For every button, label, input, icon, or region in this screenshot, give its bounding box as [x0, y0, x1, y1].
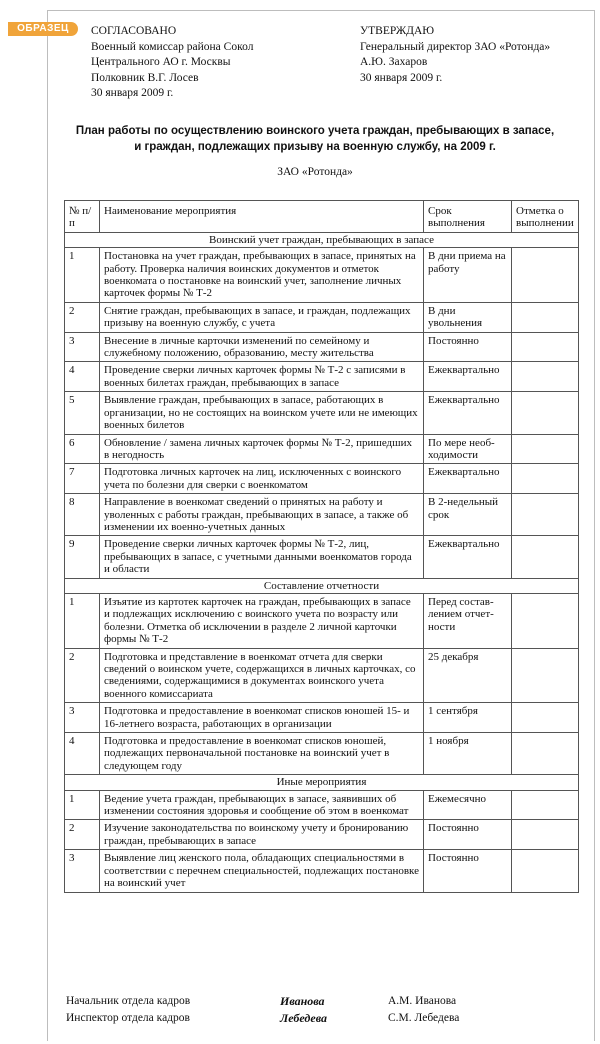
row-term: 1 сентября [424, 703, 512, 733]
row-number: 2 [65, 820, 100, 850]
signature-name: А.М. Иванова [388, 995, 457, 1007]
row-activity: Постановка на учет граждан, пребывающих в запасе, принятых на работу. Проверка наличия воинских документов и отметок военкомата о постановке на воинский учет, заполнение личных карточек формы № Т-2 [100, 248, 424, 303]
company-name: ЗАО «Ротонда» [277, 166, 353, 178]
title-line: План работы по осуществлению воинского учета граждан, пребывающих в запасе, [75, 125, 555, 137]
row-number: 1 [65, 790, 100, 820]
row-number: 4 [65, 733, 100, 775]
row-term: Постоянно [424, 850, 512, 892]
approval-line: 30 января 2009 г. [360, 71, 443, 84]
row-activity: Ведение учета граждан, пребывающих в запасе, заявивших об изменении состояния здоровья и сообщение об этом в военкомат [100, 790, 424, 820]
row-activity: Внесение в личные карточки изменений по семейному и служебному положению, образованию, месту жительства [100, 332, 424, 362]
row-mark [512, 362, 579, 392]
row-activity: Изъятие из картотек карточек на граждан, пребывающих в запасе и подлежащих исключению с воинского учета по возрасту или болезни. Отметка об исключении в разделе 2 личной карточки формы № Т-2 [100, 593, 424, 648]
handwritten-signature: Лебедева [280, 1010, 327, 1025]
row-mark [512, 820, 579, 850]
row-activity: Выявление лиц женского пола, обладающих специальностями в соответствии с перечнем специальностей, подлежащих постановке на воинский учет [100, 850, 424, 892]
row-mark [512, 302, 579, 332]
row-mark [512, 248, 579, 303]
table-row [65, 593, 579, 648]
row-number: 1 [65, 248, 100, 303]
section-row [65, 578, 579, 593]
table-row [65, 302, 579, 332]
row-term: По мере необходимости [424, 434, 512, 464]
row-activity: Направление в военкомат сведений о принятых на работу и уволенных с работы граждан, пребывающих в запасе, а также об изменении их военно-учетных данных [100, 494, 424, 536]
table-row [65, 703, 579, 733]
row-mark [512, 648, 579, 703]
approval-line: Военный комиссар района Сокол [91, 40, 254, 53]
row-activity: Изучение законодательства по воинскому учету и бронированию граждан, пребывающих в запасе [100, 820, 424, 850]
approval-line: Полковник В.Г. Лосев [91, 71, 199, 84]
row-mark [512, 536, 579, 578]
row-mark [512, 494, 579, 536]
row-term: 25 декабря [424, 648, 512, 703]
section-row [65, 232, 579, 247]
plan-table [64, 200, 579, 893]
approval-block-left [91, 24, 253, 102]
table-row [65, 464, 579, 494]
table-header-row [65, 201, 579, 233]
row-number: 2 [65, 302, 100, 332]
header-mark: Отметка о выполнении [512, 201, 579, 233]
table-row [65, 733, 579, 775]
header-name: Наименование мероприятия [100, 201, 424, 233]
approval-heading: УТВЕРЖДАЮ [360, 25, 435, 37]
table-row [65, 790, 579, 820]
row-activity: Проведение сверки личных карточек формы № Т-2, лиц, пребывающих в запасе, с учетными данными военкоматов города и области [100, 536, 424, 578]
row-number: 1 [65, 593, 100, 648]
row-activity: Подготовка и предоставление в военкомат списков юношей, подлежащих первоначальной постановке на воинский учет в следующем году [100, 733, 424, 775]
row-mark [512, 593, 579, 648]
row-term: 1 ноября [424, 733, 512, 775]
row-term: Ежемесячно [424, 790, 512, 820]
row-number: 3 [65, 332, 100, 362]
row-mark [512, 434, 579, 464]
section-row [65, 775, 579, 790]
document-title [60, 124, 570, 155]
row-term: Постоянно [424, 332, 512, 362]
signature-position: Начальник отдела кадров [66, 995, 191, 1007]
row-number: 3 [65, 703, 100, 733]
row-mark [512, 850, 579, 892]
table-row [65, 362, 579, 392]
table-row [65, 248, 579, 303]
row-term: Ежеквартально [424, 464, 512, 494]
table-row [65, 434, 579, 464]
row-term: В 2-недельный срок [424, 494, 512, 536]
header-term: Срок выполнения [424, 201, 512, 233]
row-activity: Снятие граждан, пребывающих в запасе, и граждан, подлежащих призыву на военную службу, с учета [100, 302, 424, 332]
table-row [65, 494, 579, 536]
row-term: Ежеквартально [424, 536, 512, 578]
row-number: 5 [65, 392, 100, 434]
row-number: 8 [65, 494, 100, 536]
row-mark [512, 332, 579, 362]
table-row [65, 850, 579, 892]
table-row [65, 536, 579, 578]
row-mark [512, 733, 579, 775]
row-activity: Выявление граждан, пребывающих в запасе, работающих в организации, но не состоящих на воинском учете или не имеющих военных билетов [100, 392, 424, 434]
row-term: Ежеквартально [424, 362, 512, 392]
row-mark [512, 790, 579, 820]
approval-line: Генеральный директор ЗАО «Ротонда» [360, 40, 551, 53]
approval-line: Центрального АО г. Москвы [91, 56, 231, 69]
table-row [65, 392, 579, 434]
row-mark [512, 464, 579, 494]
row-number: 9 [65, 536, 100, 578]
sample-badge: ОБРАЗЕЦ [8, 22, 78, 36]
row-mark [512, 703, 579, 733]
row-activity: Обновление / замена личных карточек формы № Т-2, пришедших в негодность [100, 434, 424, 464]
row-activity: Проведение сверки личных карточек формы № Т-2 с записями в военных билетах граждан, пребывающих в запасе [100, 362, 424, 392]
row-number: 7 [65, 464, 100, 494]
row-activity: Подготовка и представление в военкомат отчета для сверки сведений о воинском учете, содержащихся в личных карточках, со сведениями, содержащимися в документах воинского учета военного комиссариата [100, 648, 424, 703]
row-number: 4 [65, 362, 100, 392]
approval-heading: СОГЛАСОВАНО [91, 25, 177, 37]
approval-line: А.Ю. Захаров [360, 56, 428, 69]
row-mark [512, 392, 579, 434]
row-activity: Подготовка и предоставление в военкомат списков юношей 15- и 16-летнего возраста, работающих в организации [100, 703, 424, 733]
row-term: Перед составлением отчетности [424, 593, 512, 648]
table-row [65, 648, 579, 703]
row-number: 6 [65, 434, 100, 464]
row-number: 2 [65, 648, 100, 703]
table-row [65, 820, 579, 850]
signature-name: С.М. Лебедева [388, 1011, 460, 1024]
title-line: и граждан, подлежащих призыву на военную службу, на 2009 г. [134, 140, 496, 153]
signature-position: Инспектор отдела кадров [66, 1011, 190, 1024]
approval-line: 30 января 2009 г. [91, 87, 174, 100]
row-term: В дни приема на работу [424, 248, 512, 303]
row-term: Ежеквартально [424, 392, 512, 434]
header-num: № п/п [65, 201, 100, 233]
approval-block-right [360, 24, 550, 86]
row-term: Постоянно [424, 820, 512, 850]
section-title: Составление отчетности [65, 578, 579, 593]
section-title: Воинский учет граждан, пребывающих в запасе [65, 232, 579, 247]
row-term: В дни увольнения [424, 302, 512, 332]
row-number: 3 [65, 850, 100, 892]
table-row [65, 332, 579, 362]
table-body [65, 232, 579, 892]
section-title: Иные мероприятия [65, 775, 579, 790]
handwritten-signature: Иванова [280, 994, 325, 1008]
row-activity: Подготовка личных карточек на лиц, исключенных с воинского учета по болезни для сверки с военкоматом [100, 464, 424, 494]
